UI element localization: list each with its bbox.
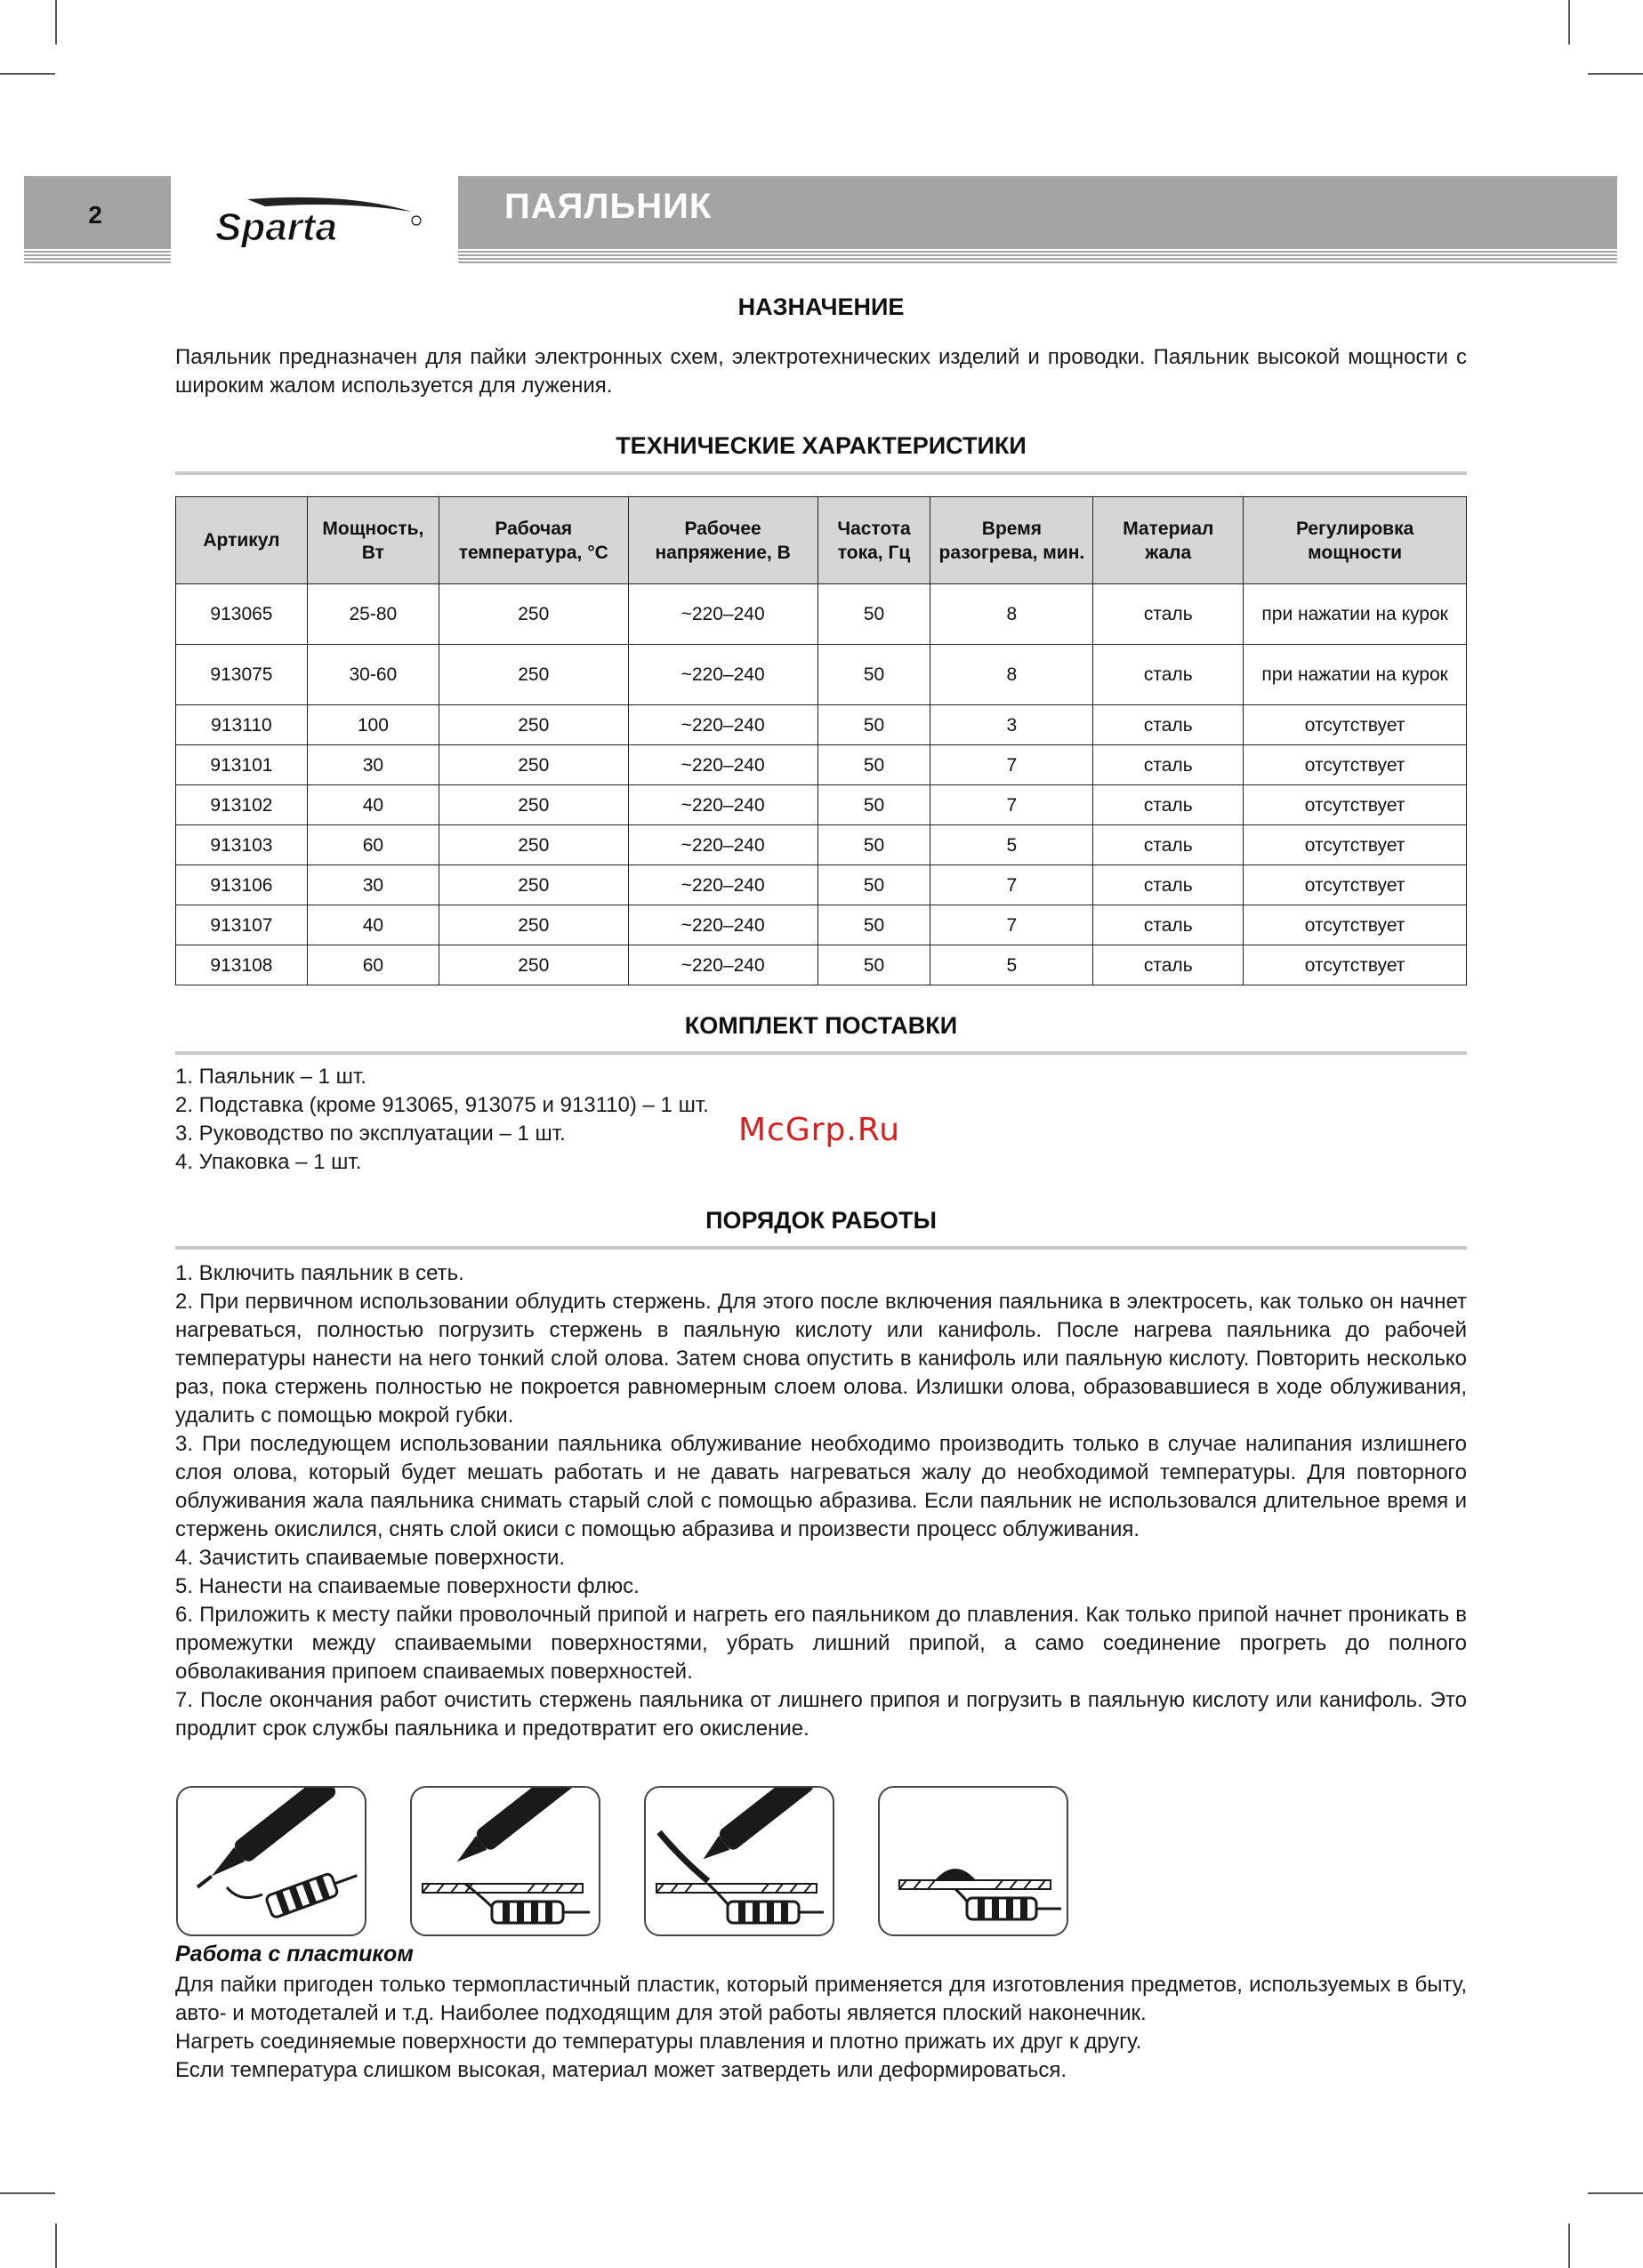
- table-cell: 50: [817, 745, 930, 785]
- crop-mark: [0, 2192, 55, 2194]
- table-cell: отсутствует: [1244, 785, 1467, 825]
- list-item: 2. При первичном использовании облудить стержень. Для этого после включения паяльника в электросеть, как только он начнет нагреваться, полностью погрузить стержень в паяльную кислоту или канифоль. После нагрева паяльника до рабочей температуры нанести на него тонкий слой олова. Затем снова опустить в канифоль или паяльную кислоту. Повторить несколько раз, пока стержень полностью не покроется равномерным слоем олова. Излишки олова, образовавшиеся в ходе облуживания, удалить с помощью мокрой губки.: [175, 1290, 1467, 1428]
- table-row: [176, 865, 1467, 905]
- table-cell: 913075: [176, 645, 308, 705]
- table-row: [176, 785, 1467, 825]
- crop-mark: [0, 73, 55, 75]
- purpose-text: Паяльник предназначен для пайки электронных схем, электротехнических изделий и проводки. Паяльник высокой мощности с широким жалом используется для лужения.: [175, 345, 1467, 398]
- table-header-row: [176, 497, 1467, 584]
- column-header: Рабочее напряжение, В: [628, 497, 817, 584]
- table-cell: отсутствует: [1244, 705, 1467, 745]
- table-cell: отсутствует: [1244, 945, 1467, 985]
- table-cell: 30-60: [307, 645, 439, 705]
- table-cell: 913102: [176, 785, 308, 825]
- column-header: Время разогрева, мин.: [930, 497, 1093, 584]
- table-cell: 50: [817, 584, 930, 645]
- table-cell: отсутствует: [1244, 905, 1467, 945]
- column-header: Материал жала: [1093, 497, 1244, 584]
- table-row: [176, 825, 1467, 865]
- crop-mark: [1568, 2224, 1570, 2268]
- list-item: 4. Зачистить спаиваемые поверхности.: [175, 1546, 566, 1570]
- finished-joint-icon: [878, 1786, 1068, 1936]
- package-title: КОМПЛЕКТ ПОСТАВКИ: [684, 1012, 958, 1039]
- table-cell: 50: [817, 705, 930, 745]
- table-cell: сталь: [1093, 745, 1244, 785]
- list-item: 7. После окончания работ очистить стержень паяльника от лишнего припоя и погрузить в паяльную кислоту или канифоль. Это продлит срок службы паяльника и предотвратит его окисление.: [175, 1688, 1467, 1741]
- table-row: [176, 645, 1467, 705]
- section-rule: [175, 1246, 1467, 1250]
- specs-title: ТЕХНИЧЕСКИЕ ХАРАКТЕРИСТИКИ: [616, 432, 1027, 459]
- list-item: 1. Включить паяльник в сеть.: [175, 1261, 464, 1285]
- table-cell: 8: [930, 645, 1093, 705]
- table-cell: ~220–240: [628, 745, 817, 785]
- table-row: [176, 745, 1467, 785]
- purpose-title: НАЗНАЧЕНИЕ: [737, 294, 905, 320]
- procedure-list: [175, 1259, 1467, 1743]
- table-row: [176, 905, 1467, 945]
- table-row: [176, 584, 1467, 645]
- svg-text:Sparta: Sparta: [215, 205, 337, 247]
- table-cell: 40: [307, 785, 439, 825]
- document-title: ПАЯЛЬНИК: [504, 187, 713, 226]
- table-cell: 50: [817, 945, 930, 985]
- table-cell: 30: [307, 745, 439, 785]
- table-cell: 50: [817, 785, 930, 825]
- table-cell: отсутствует: [1244, 865, 1467, 905]
- table-cell: сталь: [1093, 865, 1244, 905]
- table-cell: ~220–240: [628, 705, 817, 745]
- table-cell: 100: [307, 705, 439, 745]
- table-cell: 7: [930, 745, 1093, 785]
- list-item: 3. Руководство по эксплуатации – 1 шт.: [175, 1122, 566, 1146]
- table-cell: 250: [439, 584, 628, 645]
- list-item: 1. Паяльник – 1 шт.: [175, 1065, 366, 1089]
- list-item: 2. Подставка (кроме 913065, 913075 и 913110) – 1 шт.: [175, 1093, 709, 1117]
- table-cell: 250: [439, 645, 628, 705]
- table-cell: 913065: [176, 584, 308, 645]
- table-cell: 5: [930, 825, 1093, 865]
- table-cell: 60: [307, 945, 439, 985]
- table-cell: 3: [930, 705, 1093, 745]
- table-cell: 50: [817, 865, 930, 905]
- column-header: Рабочая температура, °C: [439, 497, 628, 584]
- table-cell: сталь: [1093, 785, 1244, 825]
- list-item: 6. Приложить к месту пайки проволочный припой и нагреть его паяльником до плавления. Как только припой начнет проникать в промежутки между спаиваемыми поверхностями, убрать лишний припой, а само соединение прогреть до полного обволакивания припоем спаиваемых поверхностей.: [175, 1603, 1467, 1684]
- column-header: Частота тока, Гц: [817, 497, 930, 584]
- crop-mark: [55, 2224, 57, 2268]
- procedure-title: ПОРЯДОК РАБОТЫ: [705, 1207, 937, 1234]
- section-rule: [175, 1051, 1467, 1055]
- watermark: McGrp.Ru: [738, 1112, 901, 1148]
- table-cell: 250: [439, 705, 628, 745]
- specs-table: [175, 496, 1467, 985]
- table-cell: 50: [817, 905, 930, 945]
- table-cell: ~220–240: [628, 825, 817, 865]
- table-cell: 250: [439, 785, 628, 825]
- table-cell: 250: [439, 905, 628, 945]
- table-cell: отсутствует: [1244, 745, 1467, 785]
- table-cell: 913101: [176, 745, 308, 785]
- crop-mark: [1588, 73, 1643, 75]
- sparta-logo: [212, 194, 425, 247]
- table-cell: 25-80: [307, 584, 439, 645]
- crop-mark: [1588, 2192, 1643, 2194]
- table-cell: сталь: [1093, 825, 1244, 865]
- table-cell: при нажатии на курок: [1244, 645, 1467, 705]
- plastic-text: Для пайки пригоден только термопластичный пластик, который применяется для изготовления предметов, используемых в быту, авто- и мотодеталей и т.д. Наиболее подходящим для этой работы является плоский наконечник. Нагреть соединяемые поверхности до температуры плавления и плотно прижать их друг к другу. Если температура слишком высокая, материал может затвердеть или деформироваться.: [175, 1973, 1467, 2082]
- table-cell: ~220–240: [628, 785, 817, 825]
- table-cell: ~220–240: [628, 865, 817, 905]
- table-cell: 913107: [176, 905, 308, 945]
- table-cell: сталь: [1093, 645, 1244, 705]
- page-number: 2: [88, 201, 102, 229]
- column-header: Регулировка мощности: [1244, 497, 1467, 584]
- table-cell: сталь: [1093, 945, 1244, 985]
- table-cell: при нажатии на курок: [1244, 584, 1467, 645]
- table-cell: сталь: [1093, 705, 1244, 745]
- soldering-iron-heating-icon: [410, 1786, 600, 1936]
- table-cell: 50: [817, 645, 930, 705]
- header-stripes: [458, 247, 1617, 265]
- table-cell: ~220–240: [628, 584, 817, 645]
- plastic-title: Работа с пластиком: [175, 1942, 414, 1966]
- table-cell: 250: [439, 825, 628, 865]
- table-cell: отсутствует: [1244, 825, 1467, 865]
- table-cell: ~220–240: [628, 905, 817, 945]
- table-cell: 250: [439, 745, 628, 785]
- table-cell: 8: [930, 584, 1093, 645]
- list-item: 4. Упаковка – 1 шт.: [175, 1150, 362, 1174]
- crop-mark: [55, 0, 57, 44]
- table-cell: 913110: [176, 705, 308, 745]
- table-row: [176, 945, 1467, 985]
- list-item: 5. Нанести на спаиваемые поверхности флюс.: [175, 1574, 640, 1598]
- table-cell: сталь: [1093, 905, 1244, 945]
- list-item: 3. При последующем использовании паяльника облуживание необходимо производить только в случае налипания излишнего слоя олова, который будет мешать работать и не давать нагреваться жалу до необходимой температуры. Для повторного облуживания жала паяльника снимать старый слой с помощью абразива. Если паяльник не использовался длительное время и стержень окислился, снять слой окиси с помощью абразива и произвести процесс облуживания.: [175, 1432, 1467, 1541]
- column-header: Артикул: [176, 497, 308, 584]
- table-cell: ~220–240: [628, 645, 817, 705]
- table-cell: 60: [307, 825, 439, 865]
- soldering-iron-tinning-icon: [176, 1786, 366, 1936]
- table-cell: 250: [439, 945, 628, 985]
- table-cell: 5: [930, 945, 1093, 985]
- table-cell: 913106: [176, 865, 308, 905]
- table-cell: 913108: [176, 945, 308, 985]
- table-cell: 250: [439, 865, 628, 905]
- solder-feeding-icon: [644, 1786, 834, 1936]
- section-rule: [175, 471, 1467, 475]
- crop-mark: [1568, 0, 1570, 44]
- table-cell: 40: [307, 905, 439, 945]
- table-cell: сталь: [1093, 584, 1244, 645]
- table-cell: 30: [307, 865, 439, 905]
- table-cell: ~220–240: [628, 945, 817, 985]
- table-row: [176, 705, 1467, 745]
- header-stripes: [24, 247, 171, 265]
- table-cell: 7: [930, 905, 1093, 945]
- column-header: Мощность, Вт: [307, 497, 439, 584]
- table-cell: 7: [930, 865, 1093, 905]
- table-cell: 913103: [176, 825, 308, 865]
- table-cell: 50: [817, 825, 930, 865]
- table-cell: 7: [930, 785, 1093, 825]
